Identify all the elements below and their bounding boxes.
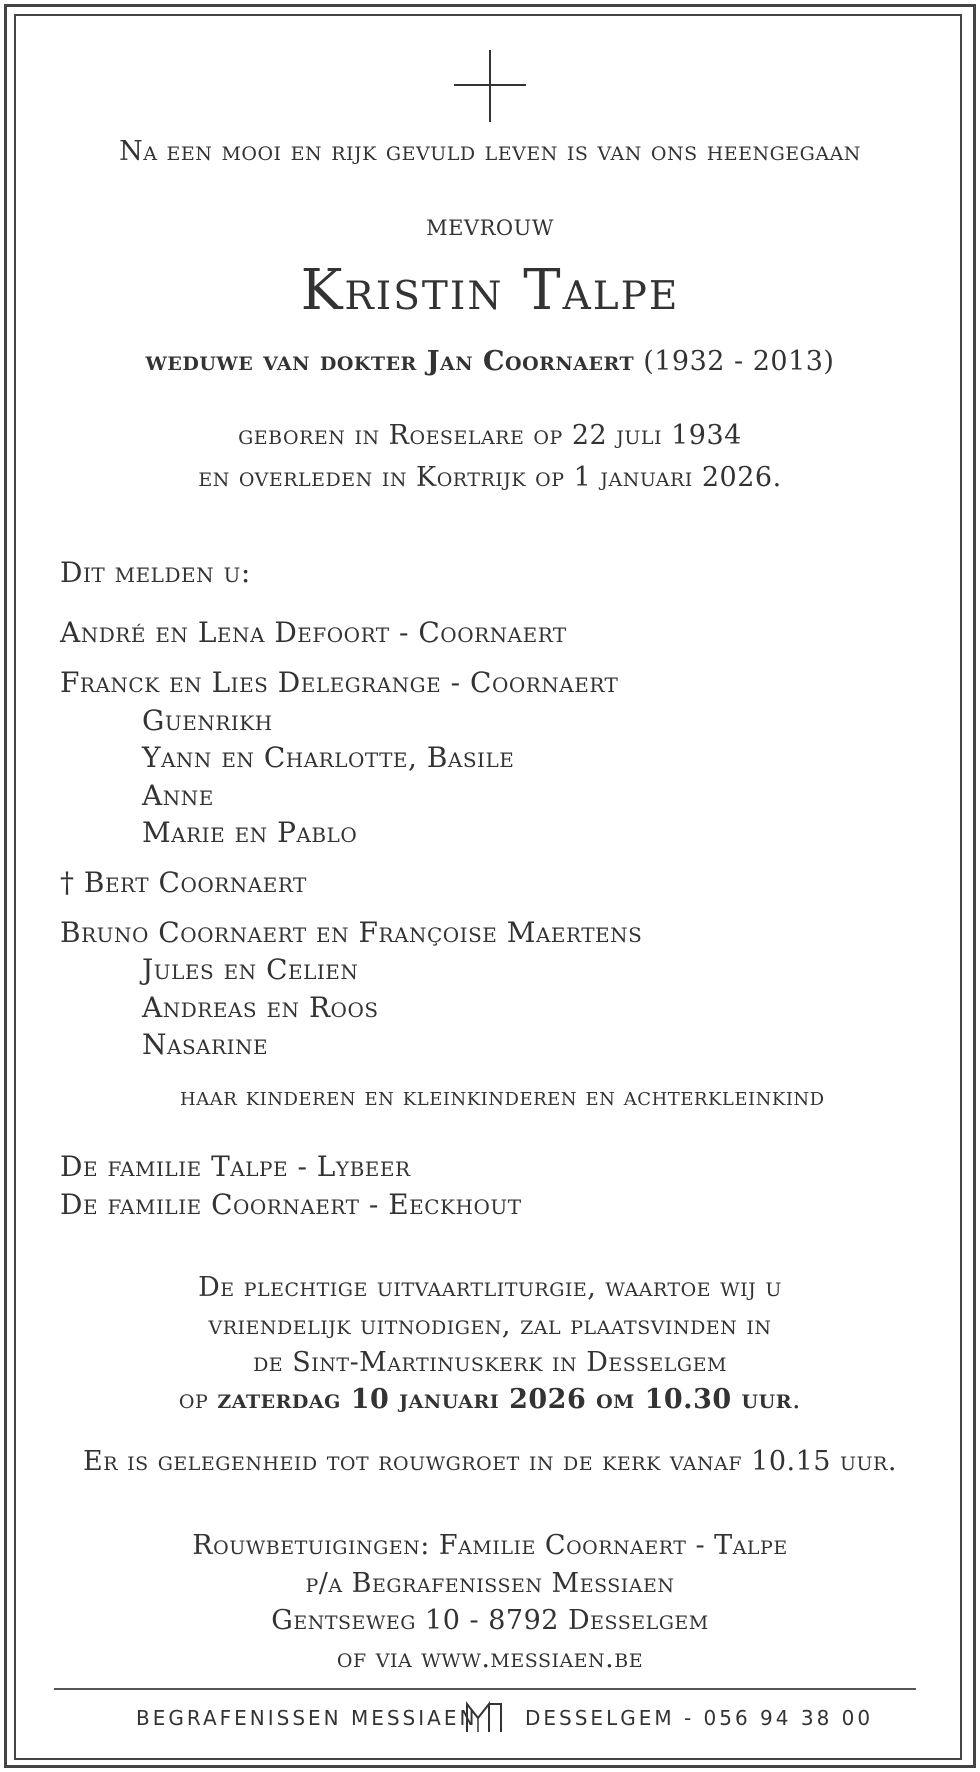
widow-of: weduwe van dokter Jan Coornaert bbox=[145, 346, 635, 377]
widow-years: (1932 - 2013) bbox=[643, 346, 835, 377]
ceremony-line: vriendelijk uitnodigen, zal plaatsvinden in bbox=[208, 1310, 772, 1341]
family-line: De familie Talpe - Lybeer bbox=[60, 1150, 411, 1183]
messiaen-logo-icon bbox=[464, 1700, 504, 1734]
family-line: De familie Coornaert - Eeckhout bbox=[60, 1188, 522, 1221]
family-child: Marie en Pablo bbox=[142, 816, 358, 849]
footer-contact: DESSELGEM - 056 94 38 00 bbox=[525, 1706, 874, 1730]
footer-divider bbox=[54, 1688, 916, 1690]
family-child: Guenrikh bbox=[142, 704, 273, 737]
condolences-line: Rouwbetuigingen: Familie Coornaert - Talpe bbox=[192, 1530, 788, 1561]
intro-text: Na een mooi en rijk gevuld leven is van ons heengegaan bbox=[119, 136, 861, 167]
condolences-link[interactable]: of via www.messiaen.be bbox=[336, 1643, 644, 1674]
family-child: Andreas en Roos bbox=[142, 991, 379, 1024]
died-line: en overleden in Kortrijk op 1 januari 2026. bbox=[198, 462, 782, 493]
widow-line bbox=[0, 346, 980, 377]
born-line: geboren in Roeselare op 22 juli 1934 bbox=[238, 420, 742, 451]
ceremony-date: zaterdag 10 januari 2026 om 10.30 uur bbox=[217, 1384, 792, 1415]
family-main: Bruno Coornaert en Françoise Maertens bbox=[60, 916, 643, 949]
family-main: André en Lena Defoort - Coornaert bbox=[60, 616, 567, 649]
family-child: Yann en Charlotte, Basile bbox=[142, 741, 515, 774]
family-child: Anne bbox=[142, 779, 214, 812]
condolences-line: p/a Begrafenissen Messiaen bbox=[305, 1568, 675, 1599]
family-child: Jules en Celien bbox=[142, 953, 359, 986]
ceremony-line: de Sint-Martinuskerk in Desselgem bbox=[253, 1347, 727, 1378]
cross-icon bbox=[454, 50, 526, 122]
family-closing: haar kinderen en kleinkinderen en achterkleinkind bbox=[180, 1082, 825, 1111]
family-main: Franck en Lies Delegrange - Coornaert bbox=[60, 666, 619, 699]
family-main: † Bert Coornaert bbox=[60, 866, 307, 899]
ceremony-prefix: op bbox=[178, 1384, 209, 1415]
ceremony-suffix: . bbox=[791, 1384, 802, 1415]
deceased-name: Kristin Talpe bbox=[300, 258, 680, 323]
ceremony-date-line bbox=[0, 1384, 980, 1415]
condolences-line: Gentseweg 10 - 8792 Desselgem bbox=[271, 1605, 709, 1636]
ceremony-line: De plechtige uitvaartliturgie, waartoe wij u bbox=[198, 1272, 782, 1303]
footer-company: BEGRAFENISSEN MESSIAEN bbox=[136, 1706, 478, 1730]
announce-heading: Dit melden u: bbox=[60, 556, 251, 589]
family-child: Nasarine bbox=[142, 1028, 269, 1061]
greeting-line: Er is gelegenheid tot rouwgroet in de kerk vanaf 10.15 uur. bbox=[83, 1446, 897, 1477]
honorific: mevrouw bbox=[426, 208, 554, 243]
